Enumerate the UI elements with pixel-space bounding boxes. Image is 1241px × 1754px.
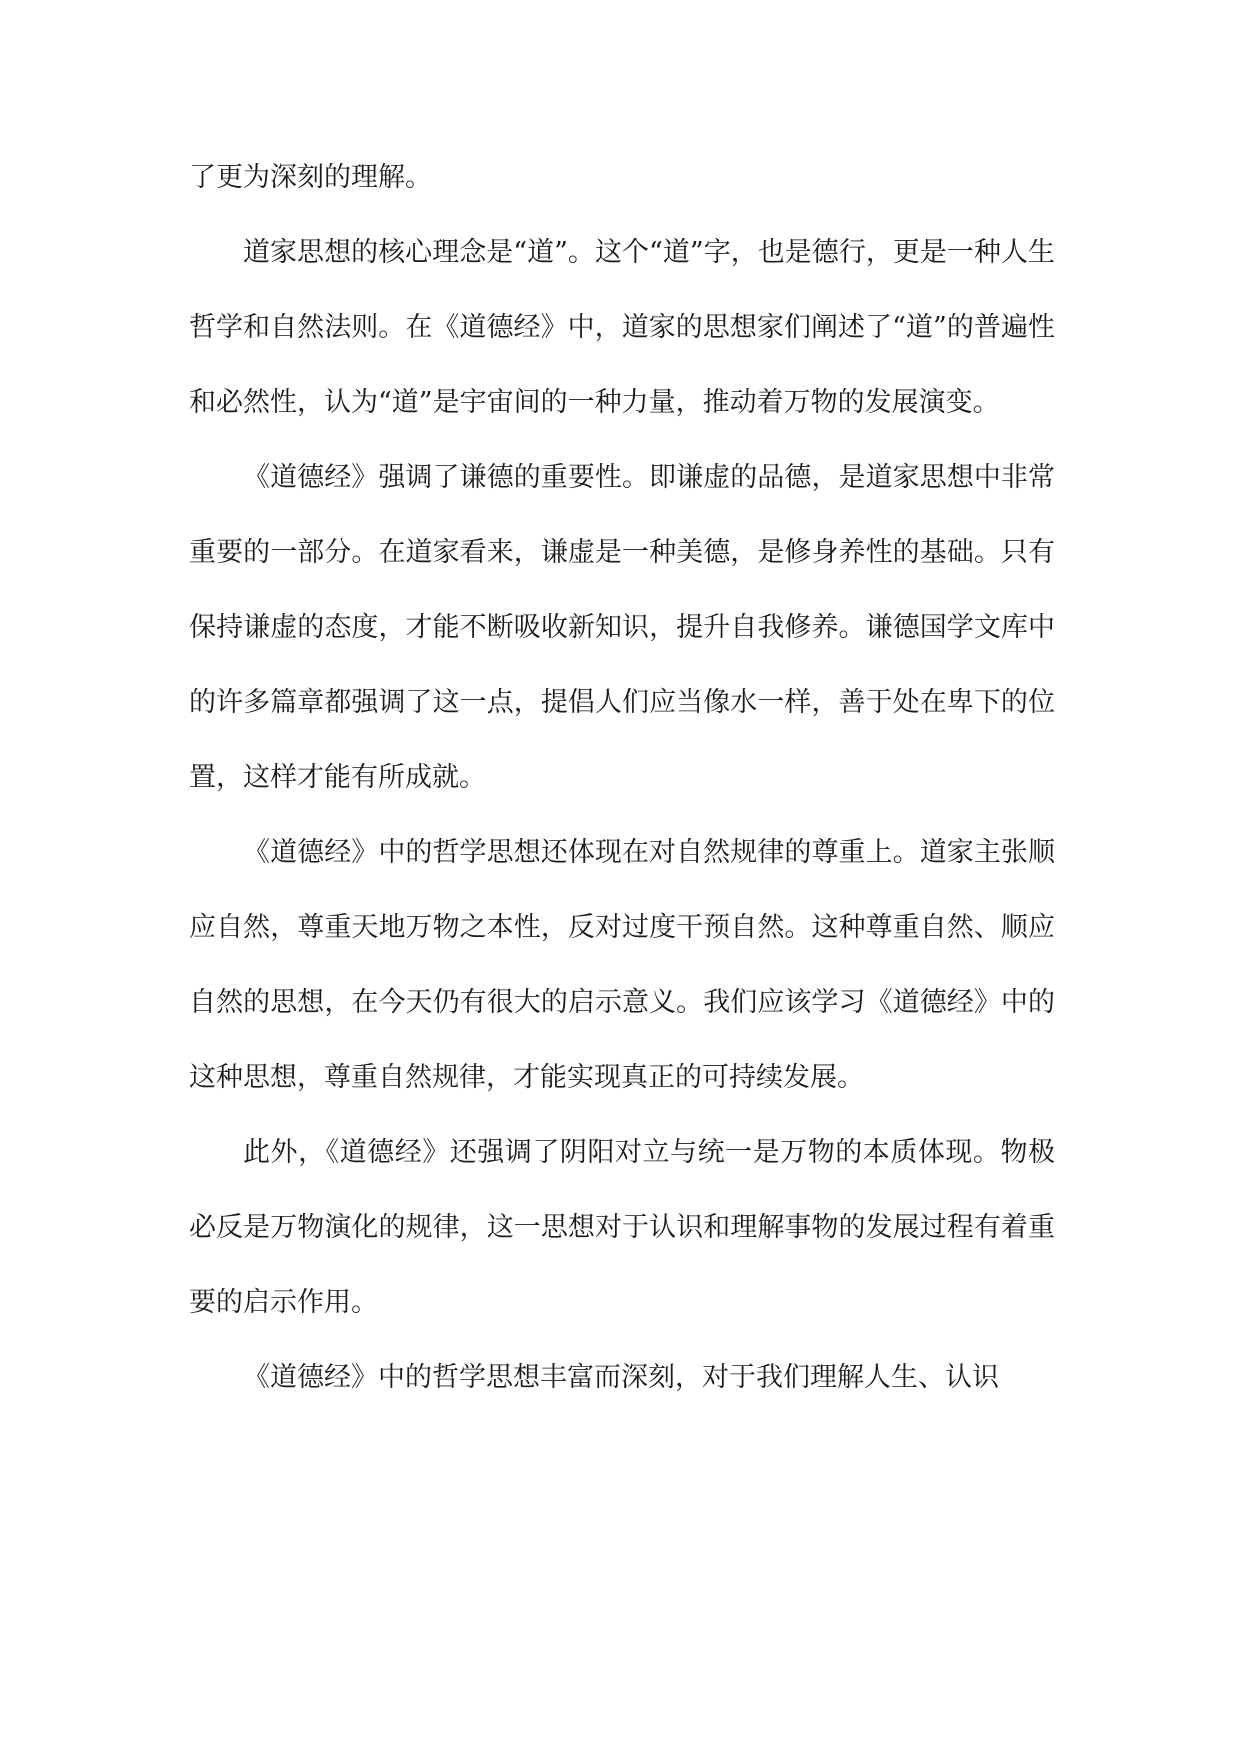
paragraph-6: 《道德经》中的哲学思想丰富而深刻，对于我们理解人生、认识 xyxy=(243,1362,999,1393)
paragraph-5: 此外，《道德经》还强调了阴阳对立与统一是万物的本质体现。物极必反是万物演化的规律，这一思想对于认识和理解事物的发展过程有着重要的启示作用。 xyxy=(189,1137,1055,1318)
document-body xyxy=(189,140,1055,1415)
paragraph-4: 《道德经》中的哲学思想还体现在对自然规律的尊重上。道家主张顺应自然，尊重天地万物之本性，反对过度干预自然。这种尊重自然、顺应自然的思想，在今天仍有很大的启示意义。我们应该学习《道德经》中的这种思想，尊重自然规律，才能实现真正的可持续发展。 xyxy=(189,837,1055,1093)
paragraph-1: 了更为深刻的理解。 xyxy=(189,162,432,193)
paragraph-2: 道家思想的核心理念是“道”。这个“道”字，也是德行，更是一种人生哲学和自然法则。在《道德经》中，道家的思想家们阐述了“道”的普遍性和必然性，认为“道”是宇宙间的一种力量，推动着万物的发展演变。 xyxy=(189,237,1055,418)
paragraph-3: 《道德经》强调了谦德的重要性。即谦虚的品德，是道家思想中非常重要的一部分。在道家看来，谦虚是一种美德，是修身养性的基础。只有保持谦虚的态度，才能不断吸收新知识，提升自我修养。谦德国学文库中的许多篇章都强调了这一点，提倡人们应当像水一样，善于处在卑下的位置，这样才能有所成就。 xyxy=(189,462,1055,793)
